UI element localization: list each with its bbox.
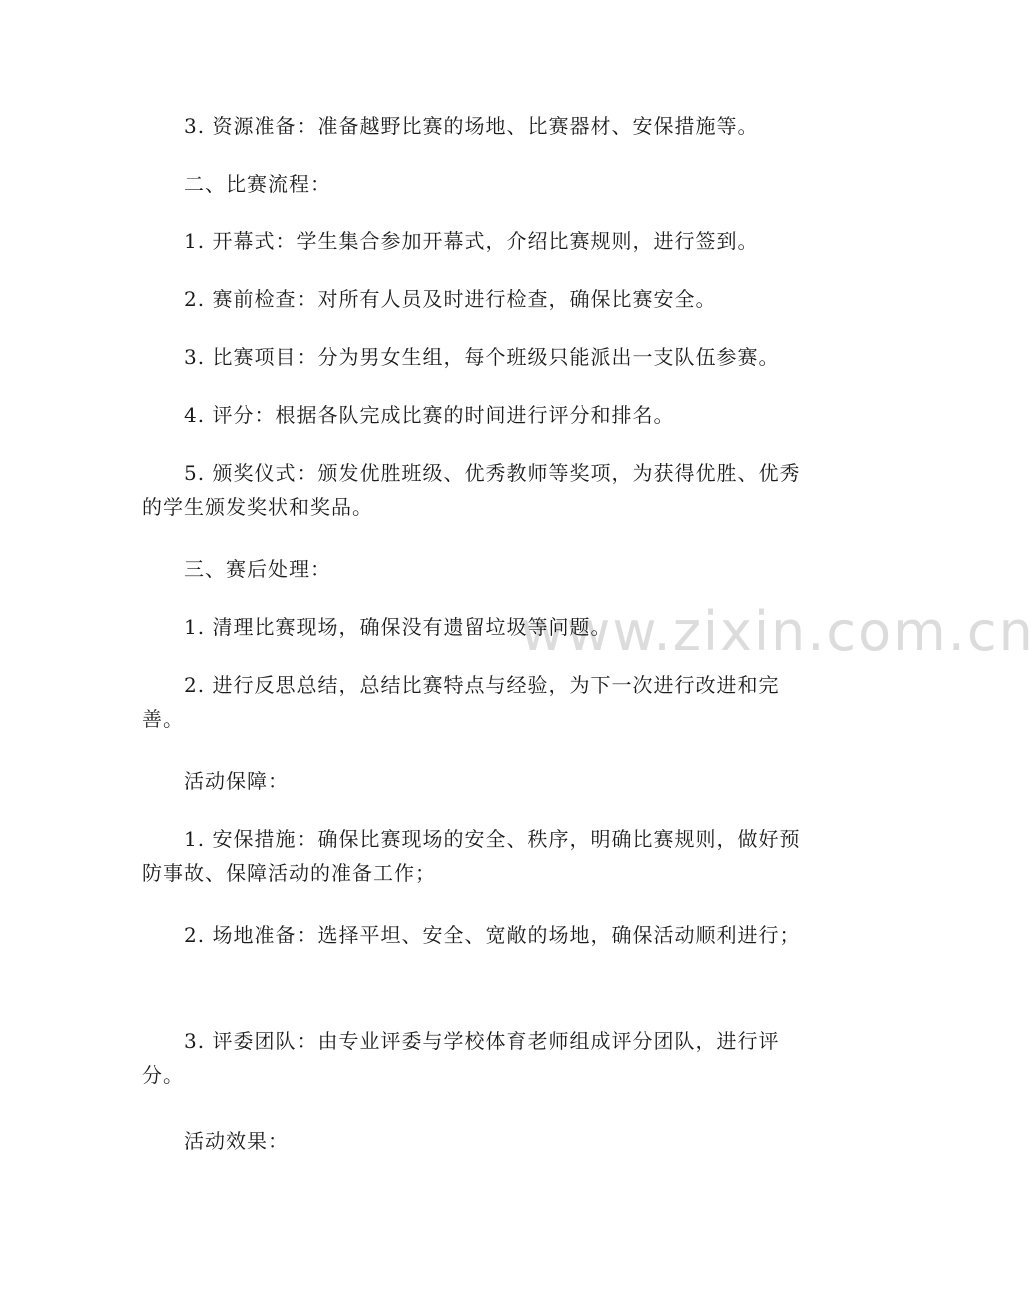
paragraph-review: 2. 进行反思总结，总结比赛特点与经验，为下一次进行改进和完善。 xyxy=(142,673,780,731)
paragraph-opening-ceremony: 1. 开幕式：学生集合参加开幕式，介绍比赛规则，进行签到。 xyxy=(184,229,759,253)
paragraph-scoring: 4. 评分：根据各队完成比赛的时间进行评分和排名。 xyxy=(184,403,675,427)
heading-competition-process: 二、比赛流程： xyxy=(184,172,331,196)
paragraph-pre-check: 2. 赛前检查：对所有人员及时进行检查，确保比赛安全。 xyxy=(184,287,717,311)
heading-activity-guarantee: 活动保障： xyxy=(184,769,289,793)
paragraph-venue: 2. 场地准备：选择平坦、安全、宽敞的场地，确保活动顺利进行； xyxy=(184,923,801,947)
heading-post-competition: 三、赛后处理： xyxy=(184,557,331,581)
watermark: www.zixin.com.cn xyxy=(520,600,1035,663)
paragraph-award-ceremony: 5. 颁奖仪式：颁发优胜班级、优秀教师等奖项，为获得优胜、优秀的学生颁发奖状和奖品。 xyxy=(142,461,801,519)
paragraph-resource-prep: 3. 资源准备：准备越野比赛的场地、比赛器材、安保措施等。 xyxy=(184,114,759,138)
paragraph-security: 1. 安保措施：确保比赛现场的安全、秩序，明确比赛规则，做好预防事故、保障活动的准备工作； xyxy=(142,827,801,885)
paragraph-judges: 3. 评委团队：由专业评委与学校体育老师组成评分团队，进行评分。 xyxy=(142,1029,780,1087)
heading-activity-effect: 活动效果： xyxy=(184,1129,289,1153)
paragraph-cleanup: 1. 清理比赛现场，确保没有遗留垃圾等问题。 xyxy=(184,615,612,639)
paragraph-events: 3. 比赛项目：分为男女生组，每个班级只能派出一支队伍参赛。 xyxy=(184,345,780,369)
